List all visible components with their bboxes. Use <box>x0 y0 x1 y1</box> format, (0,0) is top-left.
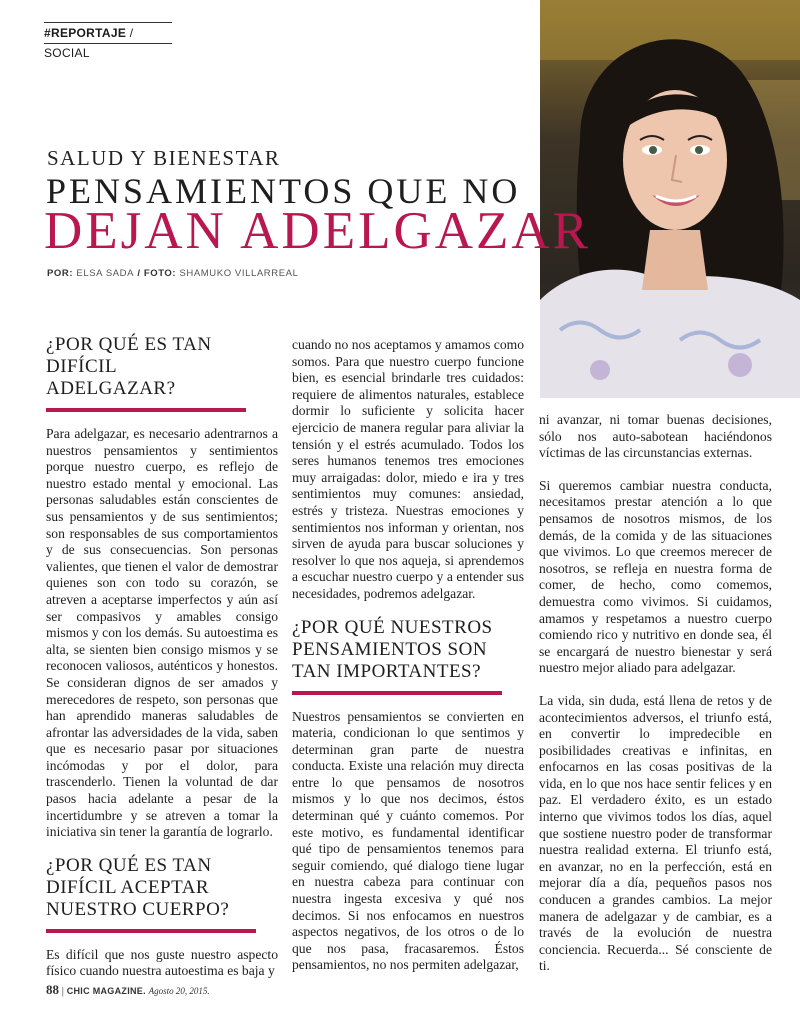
section-tag-primary: #REPORTAJE <box>44 26 127 40</box>
heading-why-hard-to-lose-weight: ¿POR QUÉ ES TAN DIFÍCIL ADELGAZAR? <box>46 334 246 412</box>
page-number: 88 <box>46 982 59 997</box>
footer-separator: | <box>59 985 67 997</box>
heading-why-thoughts-important: ¿POR QUÉ NUESTROS PENSAMIENTOS SON TAN IMPORTANTES? <box>292 617 502 695</box>
paragraph-life-challenges: La vida, sin duda, está llena de retos y de acontecimientos adversos, el triunfo está, en convertir lo impredecible en posibilidades creativas e infinitas, en enfocarnos en las cosas positivas de la vida, en lo que nos hace sentir felices y en paz. El verdadero éxito, es un estado interno que vivimos todos los días, aquel que sostiene nuestro poder de transformar nuestra realidad externa. El triunfo está, en avanzar, no en la perfección, está en mejorar día a día, pequeños pasos nos conducen a grandes cambios. La mejor manera de adelgazar y de cambiar, es a través de la evolución de nuestra conciencia. Recuerda... Sé consciente de ti. <box>539 692 772 974</box>
paragraph-self-sabotage: ni avanzar, ni tomar buenas decisiones, sólo nos auto-sabotean haciéndonos víctimas de las circunstancias externas. <box>539 412 772 461</box>
section-tag-separator: / <box>126 26 134 40</box>
paragraph-thoughts: Nuestros pensamientos se convierten en materia, condicionan lo que sentimos y determinan gran parte de nuestra conducta. Existe una relación muy directa entre lo que pensamos de nosotros mismos y lo que nos decimos, éstos determinan qué y cuánto comemos. Por este motivo, es fundamental identificar qué tipo de pensamientos tenemos para seguir comiendo, qué dialogo tiene lugar en nuestra cabeza para continuar con nuestra ingesta excesiva y qué nos decimos. Si nos enfocamos en nuestros aspectos negativos, de los otros o de lo que nos pasa, fracasaremos. Éstos pensamientos, no nos permiten adelgazar, <box>292 708 524 973</box>
page-footer <box>46 982 210 998</box>
byline <box>47 268 298 279</box>
portrait-photo <box>540 0 800 398</box>
byline-por-label: POR: <box>47 268 74 279</box>
paragraph-body-image: Es difícil que nos guste nuestro aspecto físico cuando nuestra autoestima es baja y <box>46 946 278 979</box>
column-3 <box>539 412 772 975</box>
paragraph-care-of-body: cuando no nos aceptamos y amamos como somos. Para que nuestro cuerpo funcione bien, es esencial brindarle tres cuidados: requiere de alimentos naturales, establece dormir lo suficiente y solicita hacer ejercicio de manera regular para aliviar la tensión y el estrés acumulado. Todos los seres humanos tenemos tres emociones muy arraigadas: dolor, miedo e ira y tres sentimientos muy comunes: ansiedad, estrés y tristeza. Nuestras emociones y sentimientos nos informan y orientan, nos sirven de ayuda para buscar soluciones y resolver lo que nos aqueja, si aprendemos a escuchar nuestro cuerpo y a entender sus necesidades, podremos adelgazar. <box>292 337 524 601</box>
kicker: SALUD Y BIENESTAR <box>47 146 281 170</box>
section-tag-secondary: SOCIAL <box>44 46 90 60</box>
byline-sep: / <box>134 268 144 279</box>
section-tag <box>44 22 172 60</box>
column-1 <box>46 334 278 980</box>
byline-photographer: SHAMUKO VILLARREAL <box>179 268 299 279</box>
column-2 <box>292 337 524 974</box>
title-line-1: PENSAMIENTOS QUE NO <box>46 171 521 211</box>
title-line-2: DEJAN ADELGAZAR <box>44 202 591 260</box>
issue-date: Agosto 20, 2015. <box>148 986 210 996</box>
byline-foto-label: FOTO: <box>143 268 177 279</box>
paragraph-intro: Para adelgazar, es necesario adentrarnos a nuestros pensamientos y sentimientos porque nuestro cuerpo, es reflejo de nuestro estado mental y emocional. Las personas saludables están conscientes de sus pensamientos y de sus sentimientos; son responsables de sus comportamientos y de sus consecuencias. Son personas valientes, que tienen el valor de demostrar quienes son con todo su corazón, se atreven a aceptarse imperfectos y aún así ser compasivos y amables consigo mismos y con los demás. Su autoestima es alta, se sienten bien consigo mismos y se reconocen valiosos, auténticos y honestos. Se consideran dignos de ser amados y merecedores de respeto, son personas que han aprendido maneras saludables de afrontar las adversidades de la vida, saben que es necesario pasar por situaciones incómodas y por el dolor, para trascenderlo. Tienen la voluntad de dar pasos hacia adelante a pesar de la incertidumbre y se atreven a tomar la iniciativa sin tener la garantía de lograrlo. <box>46 426 278 840</box>
byline-author: ELSA SADA <box>76 268 135 279</box>
magazine-name: CHIC MAGAZINE. <box>66 986 146 996</box>
paragraph-change-conduct: Si queremos cambiar nuestra conducta, necesitamos prestar atención a lo que pensamos de nosotros mismos, de los demás, de la comida y de las situaciones que vivimos. Lo que creemos merecer de nosotros, se refleja en nuestra forma de comer, de hecho, como comemos, demuestra como vivimos. Si cuidamos, amamos y respetamos a nuestro cuerpo comiendo rico y nutritivo en donde sea, él se encargará de nuestro bienestar y será nuestro mejor aliado para adelgazar. <box>539 477 772 676</box>
heading-why-hard-to-accept-body: ¿POR QUÉ ES TAN DIFÍCIL ACEPTAR NUESTRO CUERPO? <box>46 855 256 933</box>
